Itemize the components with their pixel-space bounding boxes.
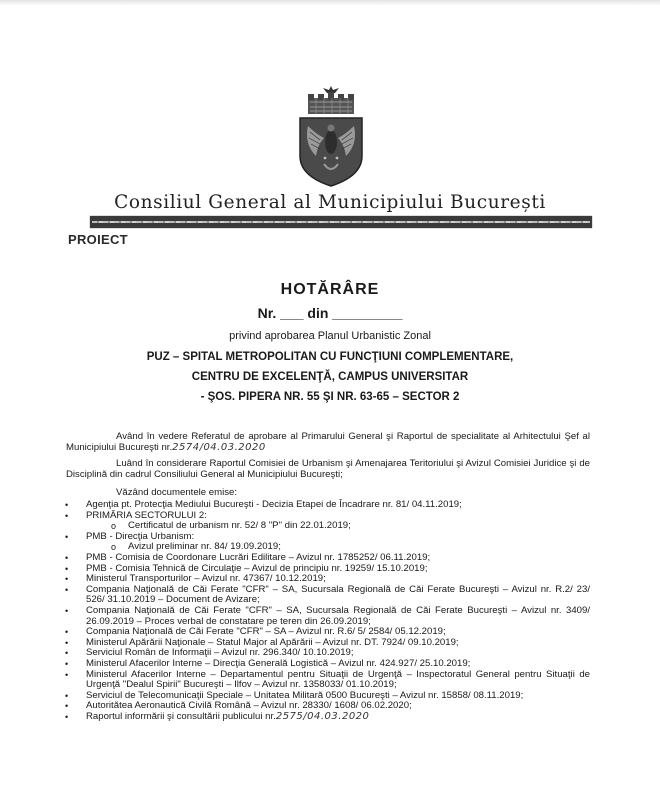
- handwritten-registration-number: 2574/04.03.2020: [172, 442, 266, 453]
- list-item: [0, 712, 590, 723]
- handwritten-report-number: 2575/04.03.2020: [275, 710, 370, 722]
- subject-line-1: PUZ – SPITAL METROPOLITAN CU FUNCŢIUNI COMPLEMENTARE,: [146, 351, 514, 363]
- list-item-text: PMB - Comisia de Coordonare Lucrări Edilitare – Avizul nr. 1785252/ 06.11.2019;: [86, 551, 431, 563]
- list-item-text: Autoritătea Aeronautică Civilă Română – Avizul nr. 28330/ 1608/ 06.02.2020;: [86, 700, 412, 712]
- council-title: Consiliul General al Municipiului București: [114, 192, 546, 213]
- bullet-icon: •: [65, 648, 69, 659]
- list-item-text: Compania Naţională de Căi Ferate "CFR" – SA – Avizul nr. R.6/ 5/ 2584/ 05.12.2019;: [86, 626, 446, 638]
- coat-of-arms-icon: [294, 84, 368, 188]
- bullet-icon: •: [65, 563, 69, 574]
- paragraph-referat-text: Având în vedere Referatul de aprobare al Primarului General şi Raportul de specialitate al Arhitectului Şef al Municipiului Bucureşti nr.: [66, 431, 590, 453]
- list-item-text: PMB - Direcţia Urbanism:: [86, 530, 195, 542]
- list-item: [0, 606, 590, 627]
- list-item-text: Certificatul de urbanism nr. 52/ 8 "P" din 22.01.2019;: [128, 520, 351, 532]
- paragraph-raport-text: Luând în considerare Raportul Comisiei de Urbanism şi Amenajarea Teritoriului şi Avizul Comisiei Juridice şi de Disciplină din cadrul Consiliului General al Municipiului Bucureşti;: [66, 458, 590, 480]
- list-item-text: Ministerul Transporturilor – Avizul nr. 47367/ 10.12.2019;: [86, 573, 326, 585]
- list-item-text: Ministerul Apărării Naţionale – Statul Major al Apărării – Avizul nr. DT. 7924/ 09.10.2019;: [86, 636, 459, 648]
- bullet-icon: •: [65, 711, 69, 722]
- list-item-text: Avizul preliminar nr. 84/ 19.09.2019;: [128, 541, 281, 553]
- bullet-icon: •: [65, 605, 69, 616]
- list-item-text: Ministerul Afacerilor Interne – Departamentul pentru Situaţii de Urgenţă – Inspectoratul General pentru Situaţii de Urgenţă "Dealul Spirii" Bucureşti – Ilfov – Avizul nr. 1358033/ 01.10.2019;: [86, 668, 590, 691]
- subject-intro: privind aprobarea Planul Urbanistic Zonal: [229, 330, 431, 342]
- list-item-text: PRIMĂRIA SECTORULUI 2:: [86, 509, 207, 521]
- bullet-icon: •: [65, 574, 69, 585]
- list-item-text: PMB - Comisia Tehnică de Circulaţie – Avizul de principiu nr. 19259/ 15.10.2019;: [86, 562, 428, 574]
- bullet-icon: •: [65, 552, 69, 563]
- circle-bullet-icon: o: [111, 521, 117, 532]
- paragraph-raport: [66, 458, 590, 480]
- draft-label: PROIECT: [68, 232, 128, 247]
- paragraph-documents-intro: [66, 487, 590, 498]
- list-item-text: Raportul informării şi consultării publicului nr.: [86, 710, 276, 722]
- list-item-text: Compania Naţională de Căi Ferate "CFR" – SA, Sucursala Regională de Căi Ferate Bucureşti – Avizul nr. 3409/ 26.09.2019 – Proces verbal de constatare pe teren din 26.09.2019;: [86, 604, 590, 627]
- issued-documents-list: [0, 500, 660, 722]
- circle-bullet-icon: o: [111, 542, 117, 553]
- bullet-icon: •: [65, 584, 69, 595]
- list-item: [0, 585, 590, 606]
- list-item-text: Compania Naţională de Căi Ferate "CFR" – SA, Sucursala Regională de Căi Ferate Bucureşti – Avizul nr. R.2/ 23/ 526/ 31.10.2019 – Document de Avizare;: [86, 583, 590, 606]
- bullet-icon: •: [65, 500, 69, 510]
- number-date-line: Nr. ___ din _________: [257, 305, 403, 321]
- subject-line-3: - ŞOS. PIPERA NR. 55 ŞI NR. 63-65 – SECTOR 2: [200, 391, 460, 403]
- header-rule-divider: [90, 216, 592, 228]
- list-item-text: Serviciul Român de Informaţii – Avizul nr. 296.340/ 10.10.2019;: [86, 647, 354, 659]
- bullet-icon: •: [65, 531, 69, 542]
- bullet-icon: •: [65, 510, 69, 521]
- paragraph-documents-intro-text: Văzând documentele emise:: [116, 487, 238, 498]
- subject-line-2: CENTRU DE EXCELENŢĂ, CAMPUS UNIVERSITAR: [191, 371, 469, 383]
- bullet-icon: •: [65, 637, 69, 648]
- document-heading: HOTĂRÂRE: [280, 281, 380, 298]
- list-item-text: Serviciul de Telecomunicaţii Speciale – Unitatea Militară 0500 Bucureşti – Avizul nr. 15858/ 08.11.2019;: [86, 689, 524, 701]
- bullet-icon: •: [65, 669, 69, 680]
- bullet-icon: •: [65, 627, 69, 638]
- bullet-icon: •: [65, 690, 69, 701]
- list-item: [0, 532, 590, 543]
- bullet-icon: •: [65, 658, 69, 669]
- paragraph-referat: [66, 431, 590, 453]
- bullet-icon: •: [65, 701, 69, 712]
- list-item: [0, 670, 590, 691]
- list-item-text: Ministerul Afacerilor Interne – Direcţia Generală Logistică – Avizul nr. 424.927/ 25.10.2019;: [86, 657, 471, 669]
- list-item-text: Agenţia pt. Protecţia Mediului Bucureşti - Decizia Etapei de Încadrare nr. 81/ 04.11.2019;: [86, 499, 462, 510]
- page-top-edge: [0, 0, 660, 6]
